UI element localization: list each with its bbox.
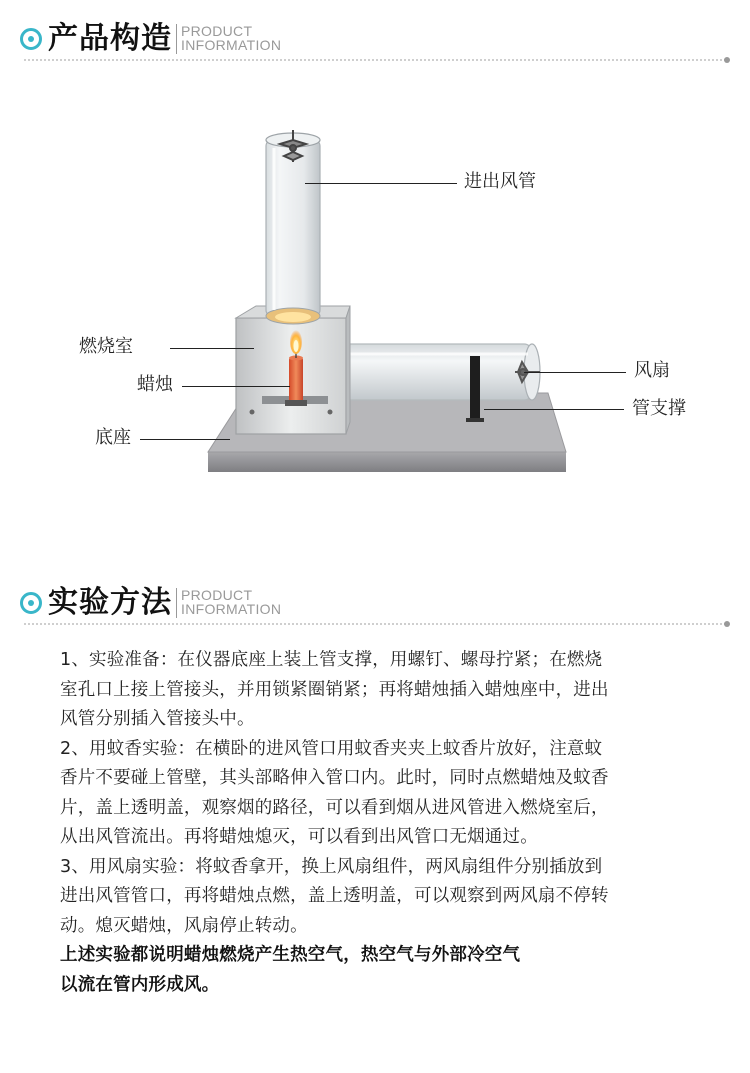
title-divider — [176, 24, 177, 54]
label-candle: 蜡烛 — [137, 374, 173, 395]
section-divider-line — [24, 623, 726, 625]
leader-base — [140, 439, 230, 440]
conclusion-line2: 以流在管内形成风。 — [60, 974, 220, 995]
step2-line1: 2、用蚊香实验：在横卧的进风管口用蚊香夹夹上蚊香片放好，注意蚊 — [60, 738, 603, 759]
divider-end-dot — [724, 57, 730, 63]
section-subtitle-en-1: PRODUCT — [181, 23, 253, 39]
leader-candle — [182, 386, 290, 387]
step3-line3: 动。熄灭蜡烛，风扇停止转动。 — [60, 915, 308, 936]
step1-line3: 风管分别插入管接头中。 — [60, 709, 255, 729]
leader-fan — [524, 372, 626, 373]
label-pipe-support: 管支撑 — [632, 398, 686, 419]
label-base: 底座 — [95, 427, 131, 448]
step3-line1: 3、用风扇实验：将蚊香拿开，换上风扇组件，两风扇组件分别插放到 — [60, 856, 603, 877]
apparatus-figure — [0, 100, 750, 520]
divider-end-dot — [724, 621, 730, 627]
section-title: 实验方法 — [48, 585, 172, 620]
leader-pipe-support — [484, 409, 624, 410]
step2-line3: 片，盖上透明盖，观察烟的路径，可以看到烟从进风管进入燃烧室后， — [60, 797, 609, 818]
step2-line4: 从出风管流出。再将蜡烛熄灭，可以看到出风管口无烟通过。 — [60, 827, 538, 847]
section-subtitle-en-2: INFORMATION — [181, 601, 282, 617]
label-fan: 风扇 — [634, 360, 670, 381]
apparatus-illustration — [0, 100, 750, 520]
method-text — [60, 646, 700, 1000]
target-icon — [20, 592, 42, 614]
step1-line2: 室孔口上接上管接头，并用锁紧圈销紧；再将蜡烛插入蜡烛座中，进出 — [60, 679, 609, 700]
target-icon — [20, 28, 42, 50]
conclusion-line1: 上述实验都说明蜡烛燃烧产生热空气，热空气与外部冷空气 — [60, 945, 521, 965]
section-header-method — [0, 574, 750, 634]
section-subtitle-en-1: PRODUCT — [181, 587, 253, 603]
step2-line2: 香片不要碰上管壁，其头部略伸入管口内。此时，同时点燃蜡烛及蚊香 — [60, 768, 609, 788]
section-subtitle-en-2: INFORMATION — [181, 37, 282, 53]
leader-inlet-pipe — [305, 183, 457, 184]
step1-line1: 1、实验准备：在仪器底座上装上管支撑，用螺钉、螺母拧紧；在燃烧 — [60, 650, 603, 670]
leader-combustion-chamber — [170, 348, 254, 349]
section-header-structure — [0, 10, 750, 70]
section-title: 产品构造 — [48, 21, 172, 56]
label-inlet-pipe: 进出风管 — [464, 171, 536, 192]
step3-line2: 进出风管管口，再将蜡烛点燃，盖上透明盖，可以观察到两风扇不停转 — [60, 886, 609, 906]
section-divider-line — [24, 59, 726, 61]
label-combustion-chamber: 燃烧室 — [79, 336, 133, 357]
title-divider — [176, 588, 177, 618]
